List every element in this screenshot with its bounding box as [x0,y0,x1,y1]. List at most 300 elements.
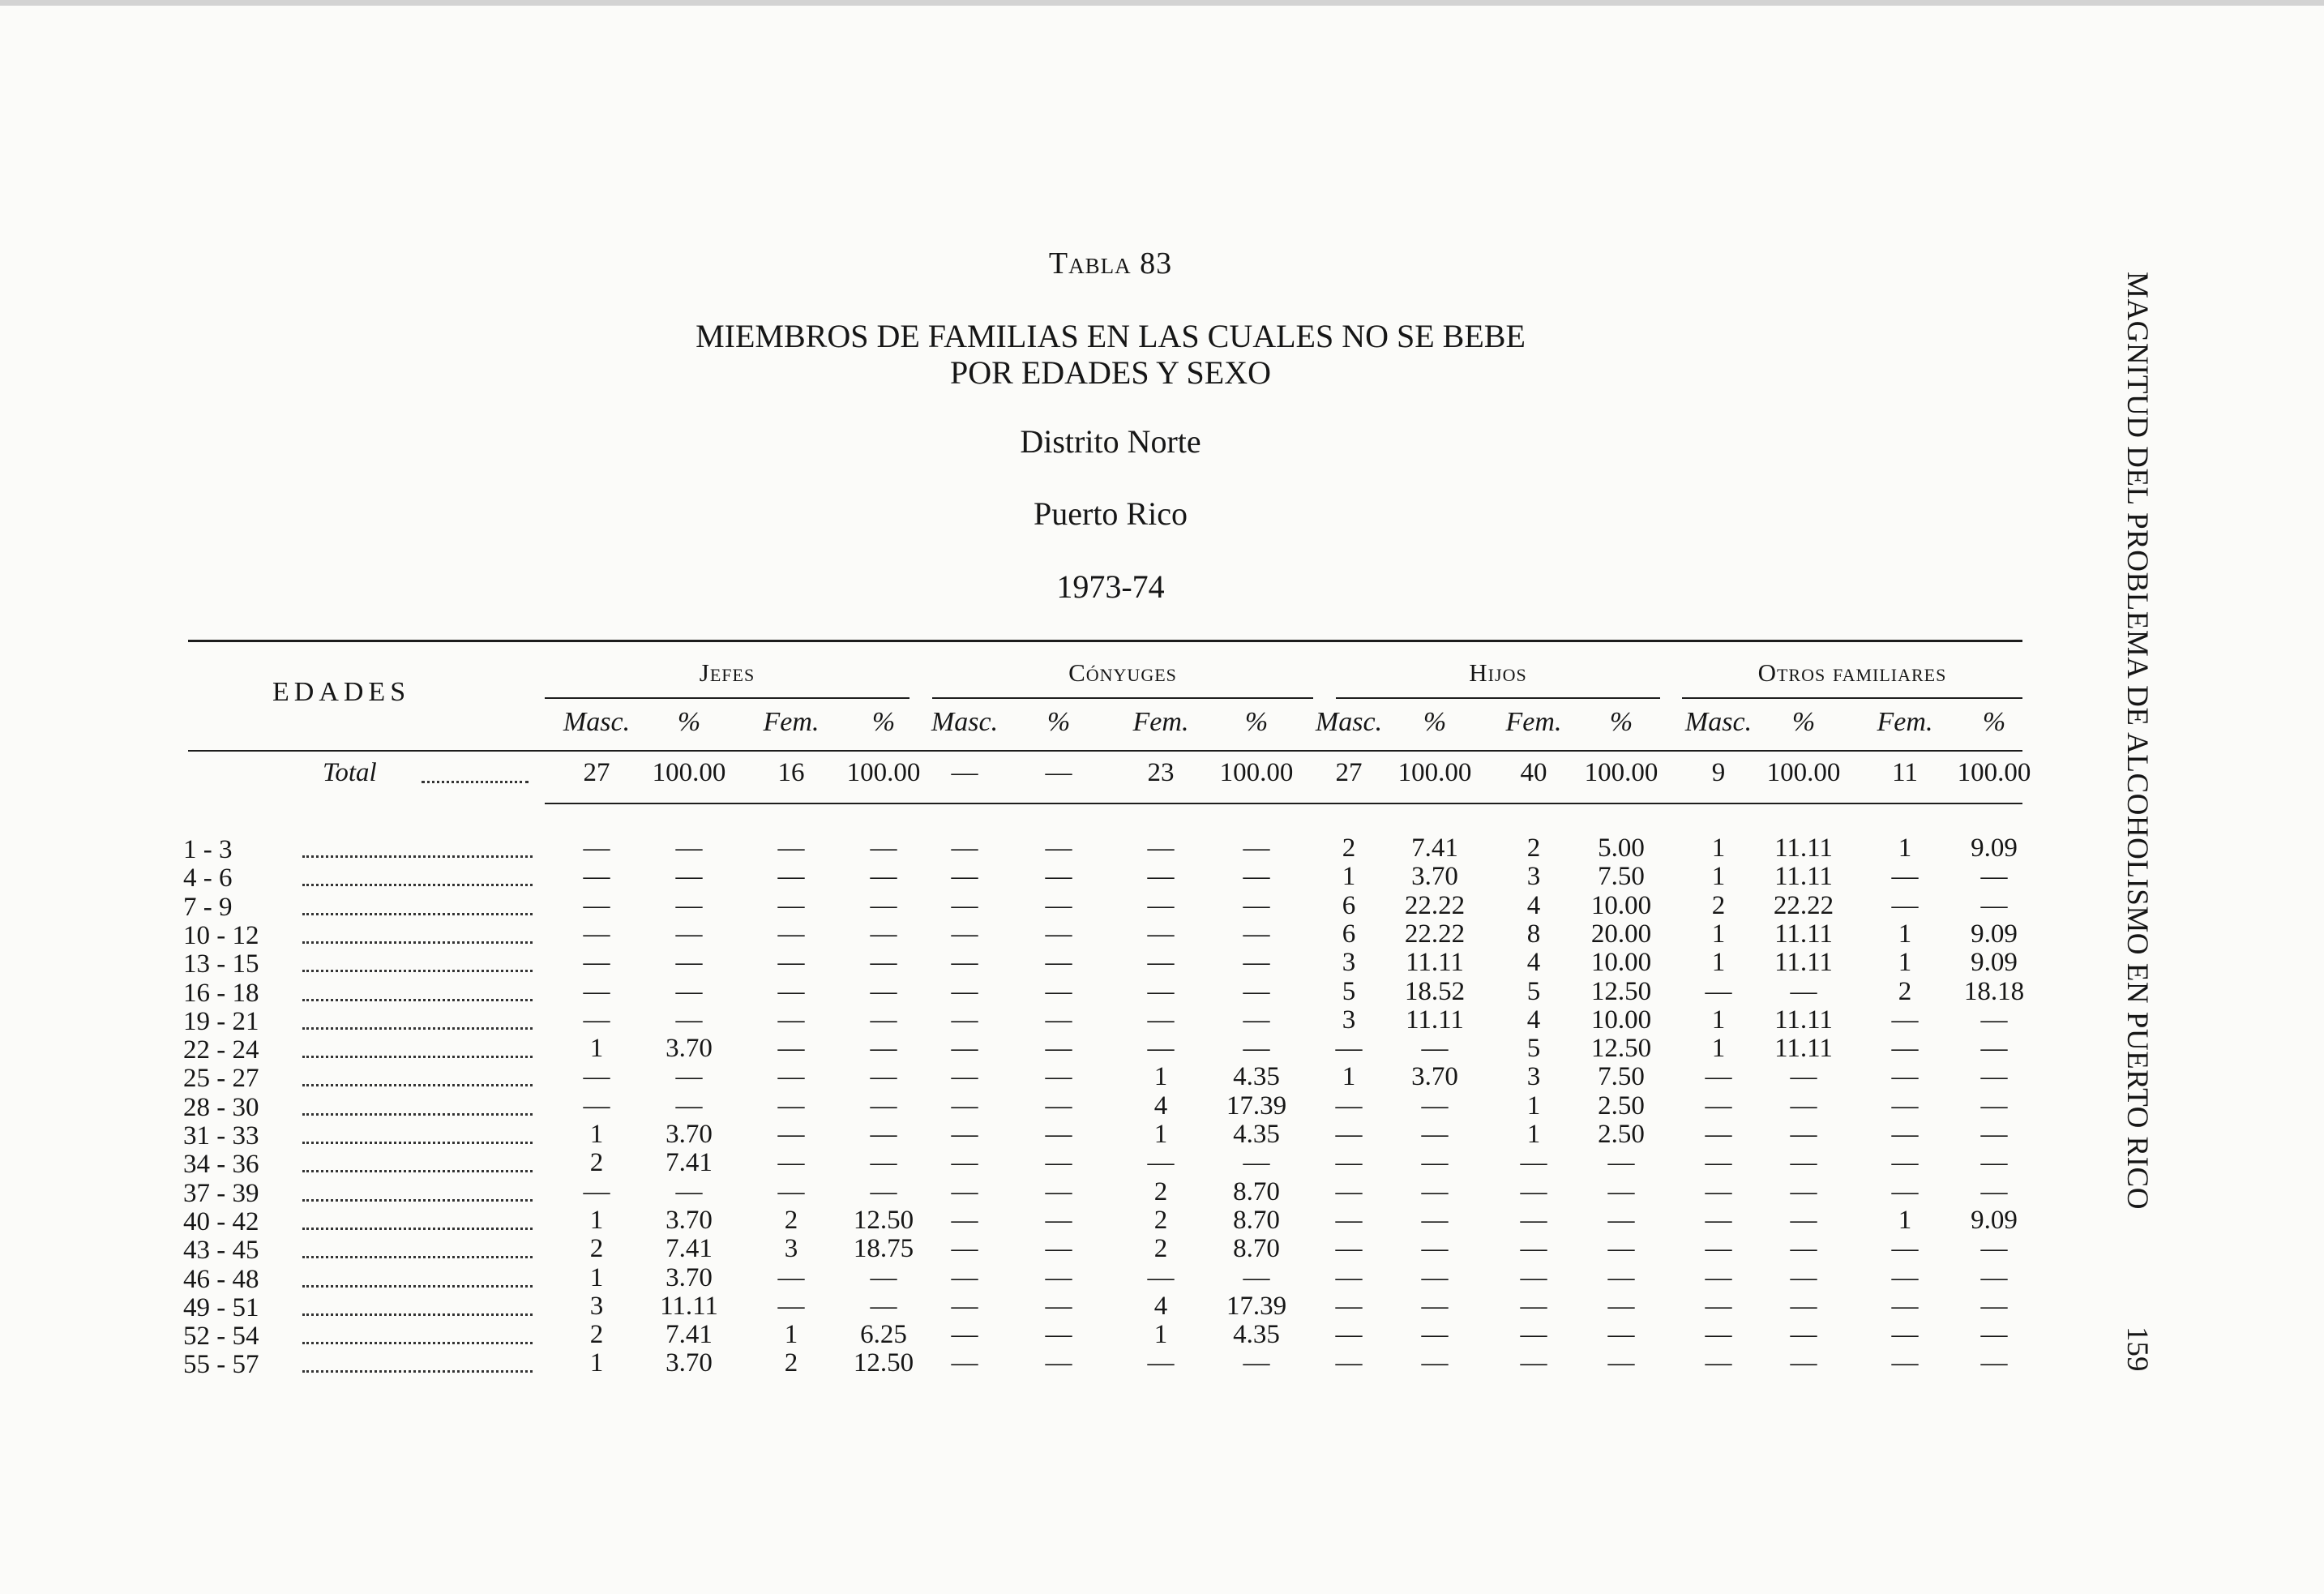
table-cell: — [1980,1234,2008,1263]
page-top-edge [0,0,2324,6]
subheader-15: % [1982,707,2006,737]
table-cell: — [1790,1120,1817,1149]
table-cell: — [1243,1148,1270,1177]
table-cell: 3 [784,1234,798,1263]
table-cell: — [1045,1234,1072,1263]
table-cell: — [675,1062,703,1091]
table-cell: — [870,948,897,977]
total-cell: 100.00 [846,758,921,787]
group-header-otros: Otros familiares [1757,658,1947,687]
total-cell: 27 [583,758,610,787]
edades-column-header: EDADES [272,677,411,707]
table-cell: 10.00 [1590,891,1652,920]
table-cell: 2 [784,1348,798,1378]
table-cell: — [1705,1234,1732,1263]
age-range-label: 28 - 30 [183,1093,259,1122]
table-cell: — [951,1062,978,1091]
table-cell: — [1045,862,1072,891]
table-cell: — [583,862,610,891]
table-cell: — [1243,862,1270,891]
table-cell: — [583,1062,610,1091]
table-cell: 11.11 [1774,948,1833,977]
table-cell: 2 [1342,833,1356,863]
table-cell: — [870,1177,897,1206]
leader-dots [302,1313,533,1316]
table-cell: — [583,1005,610,1035]
table-cell: 1 [1711,948,1726,977]
table-cell: 1 [1526,1120,1541,1149]
table-cell: — [777,919,805,949]
leader-dots [302,1370,533,1373]
table-cell: 17.39 [1226,1292,1287,1321]
table-cell: 4 [1153,1091,1168,1121]
table-cell: — [675,1005,703,1035]
table-cell: 11.11 [1774,862,1833,891]
table-cell: — [1891,1005,1919,1035]
table-cell: — [870,1091,897,1121]
leader-dots [302,1199,533,1202]
table-cell: — [870,977,897,1006]
table-cell: 12.50 [1590,1034,1652,1063]
table-cell: 1 [1898,833,1912,863]
table-top-rule [188,640,2022,642]
leader-dots [302,1113,533,1116]
table-cell: — [583,948,610,977]
table-cell: — [1335,1034,1363,1063]
table-cell: — [777,1263,805,1292]
table-cell: — [1335,1177,1363,1206]
table-cell: 2 [1526,833,1541,863]
subheader-13: % [1791,707,1816,737]
table-cell: 1 [589,1120,604,1149]
table-cell: — [1790,1148,1817,1177]
table-cell: 20.00 [1590,919,1652,949]
table-cell: — [1045,919,1072,949]
group-header-hijos: Hijos [1469,658,1527,687]
table-cell: 6 [1342,919,1356,949]
table-cell: 1 [1342,1062,1356,1091]
table-cell: — [777,862,805,891]
table-cell: — [583,977,610,1006]
subheader-6: Fem. [1132,707,1189,737]
table-cell: 1 [589,1206,604,1235]
table-cell: — [1335,1206,1363,1235]
leader-dots [302,1228,533,1230]
table-cell: — [1335,1234,1363,1263]
table-cell: — [583,1177,610,1206]
table-cell: — [583,1091,610,1121]
table-cell: — [1045,891,1072,920]
table-cell: 4 [1526,891,1541,920]
table-cell: 2 [1711,891,1726,920]
table-cell: — [1421,1320,1449,1349]
table-cell: — [1335,1263,1363,1292]
table-cell: — [1891,1348,1919,1378]
table-cell: 1 [1898,919,1912,949]
table-cell: — [951,862,978,891]
subheader-9: % [1423,707,1447,737]
table-cell: — [1147,948,1175,977]
table-cell: 3 [1526,862,1541,891]
table-cell: 17.39 [1226,1091,1287,1121]
table-cell: — [1790,1320,1817,1349]
table-cell: 3.70 [666,1206,713,1235]
table-cell: — [1891,1263,1919,1292]
table-cell: 10.00 [1590,1005,1652,1035]
table-cell: — [1520,1263,1547,1292]
table-cell: 1 [784,1320,798,1349]
leader-dots [302,855,533,858]
table-cell: 11.11 [1774,919,1833,949]
table-cell: — [675,919,703,949]
table-cell: — [1520,1292,1547,1321]
table-cell: — [1891,862,1919,891]
age-range-label: 16 - 18 [183,979,259,1008]
table-cell: 7.41 [666,1320,713,1349]
table-cell: — [1607,1148,1635,1177]
table-cell: — [1147,1034,1175,1063]
subheader-3: % [871,707,896,737]
table-cell: — [1705,1320,1732,1349]
table-cell: 2 [589,1320,604,1349]
age-range-label: 34 - 36 [183,1150,259,1179]
table-cell: — [675,891,703,920]
leader-dots [302,1170,533,1172]
table-cell: 2 [1153,1177,1168,1206]
table-cell: 8.70 [1233,1177,1280,1206]
table-cell: — [1891,1062,1919,1091]
table-cell: — [951,1120,978,1149]
table-cell: — [1607,1177,1635,1206]
total-bottom-rule [545,803,2022,804]
table-cell: — [1243,977,1270,1006]
age-range-label: 13 - 15 [183,949,259,979]
table-cell: — [1891,1177,1919,1206]
table-cell: — [1891,1292,1919,1321]
total-cell: 40 [1520,758,1547,787]
table-cell: 1 [1153,1320,1168,1349]
table-cell: — [1790,1206,1817,1235]
table-cell: — [1421,1034,1449,1063]
table-cell: — [1045,977,1072,1006]
subheader-11: % [1609,707,1633,737]
table-cell: 3 [589,1292,604,1321]
table-cell: — [1705,1206,1732,1235]
table-cell: 2 [1153,1206,1168,1235]
table-cell: — [1705,977,1732,1006]
table-cell: 2 [589,1148,604,1177]
table-cell: — [870,862,897,891]
table-cell: 1 [1711,862,1726,891]
table-cell: — [870,1292,897,1321]
table-cell: — [1705,1348,1732,1378]
subheader-10: Fem. [1505,707,1562,737]
table-cell: 11.11 [660,1292,718,1321]
age-range-label: 40 - 42 [183,1207,259,1236]
table-cell: — [1980,891,2008,920]
table-cell: — [777,891,805,920]
subheader-2: Fem. [763,707,820,737]
table-cell: 11.11 [1406,1005,1464,1035]
table-cell: — [777,1120,805,1149]
table-cell: 3 [1342,948,1356,977]
table-cell: 12.50 [1590,977,1652,1006]
table-cell: — [1421,1091,1449,1121]
age-range-label: 25 - 27 [183,1064,259,1093]
table-cell: 1 [589,1348,604,1378]
table-cell: — [951,1348,978,1378]
table-cell: — [1045,948,1072,977]
table-cell: 2 [1153,1234,1168,1263]
age-range-label: 37 - 39 [183,1179,259,1208]
table-cell: 18.75 [853,1234,914,1263]
table-cell: 9.09 [1971,948,2018,977]
table-cell: — [1243,833,1270,863]
table-cell: 3 [1342,1005,1356,1035]
table-cell: 7.41 [666,1234,713,1263]
table-cell: — [1421,1177,1449,1206]
table-cell: — [1891,891,1919,920]
table-cell: 11.11 [1406,948,1464,977]
district-label: Distrito Norte [1020,423,1201,460]
table-cell: — [1421,1263,1449,1292]
group-header-jefes: Jefes [699,658,755,687]
table-cell: 2 [589,1234,604,1263]
table-cell: — [777,977,805,1006]
leader-dots [302,913,533,915]
subheader-12: Masc. [1684,707,1753,737]
table-cell: — [1421,1206,1449,1235]
table-cell: — [675,862,703,891]
table-cell: 10.00 [1590,948,1652,977]
leader-dots [302,1256,533,1258]
table-cell: 18.52 [1404,977,1466,1006]
total-cell: 23 [1147,758,1175,787]
table-cell: — [1147,833,1175,863]
table-cell: 1 [1342,862,1356,891]
total-leader-dots [422,781,529,783]
table-cell: 1 [1153,1120,1168,1149]
leader-dots [302,1056,533,1058]
table-cell: — [1705,1091,1732,1121]
table-cell: — [870,919,897,949]
table-cell: — [1335,1148,1363,1177]
table-cell: 1 [1711,919,1726,949]
table-cell: — [777,1292,805,1321]
table-cell: — [1891,1148,1919,1177]
table-cell: — [1045,833,1072,863]
table-cell: — [1980,1005,2008,1035]
leader-dots [302,884,533,886]
table-cell: — [1147,977,1175,1006]
subheader-5: % [1046,707,1071,737]
table-cell: — [1891,1234,1919,1263]
leader-dots [302,1027,533,1030]
table-cell: — [1980,1034,2008,1063]
table-cell: — [1335,1292,1363,1321]
table-cell: 9.09 [1971,919,2018,949]
table-cell: 7.50 [1598,862,1645,891]
table-cell: — [777,833,805,863]
subheader-14: Fem. [1877,707,1933,737]
page-number: 159 [2121,1326,2154,1372]
table-cell: — [1045,1034,1072,1063]
table-cell: — [1045,1177,1072,1206]
age-range-label: 22 - 24 [183,1035,259,1065]
table-cell: 18.18 [1963,977,2025,1006]
table-cell: 4 [1526,948,1541,977]
table-cell: — [1980,1177,2008,1206]
leader-dots [302,1084,533,1086]
total-cell: 16 [777,758,805,787]
table-cell: — [870,1005,897,1035]
table-cell: — [1147,862,1175,891]
table-cell: 1 [1898,1206,1912,1235]
table-cell: — [1243,948,1270,977]
table-cell: — [1980,1091,2008,1121]
age-range-label: 31 - 33 [183,1121,259,1151]
table-cell: — [1790,1348,1817,1378]
table-cell: — [583,833,610,863]
leader-dots [302,970,533,972]
table-cell: 11.11 [1774,1005,1833,1035]
table-cell: 4.35 [1233,1320,1280,1349]
total-cell: 100.00 [652,758,726,787]
age-range-label: 46 - 48 [183,1265,259,1294]
table-cell: — [1891,1320,1919,1349]
table-cell: — [870,1263,897,1292]
group-header-conyuges: Cónyuges [1068,658,1177,687]
table-cell: — [1045,1292,1072,1321]
table-cell: — [1607,1206,1635,1235]
age-range-label: 7 - 9 [183,893,233,922]
table-cell: 7.41 [1411,833,1458,863]
table-cell: 3 [1526,1062,1541,1091]
total-cell: — [951,758,978,787]
table-cell: 22.22 [1404,919,1466,949]
table-cell: — [777,1091,805,1121]
table-cell: — [777,1005,805,1035]
table-cell: — [675,833,703,863]
table-cell: 4 [1526,1005,1541,1035]
table-cell: — [951,977,978,1006]
table-cell: 8.70 [1233,1234,1280,1263]
table-cell: — [1335,1320,1363,1349]
table-cell: 2 [784,1206,798,1235]
table-cell: 4.35 [1233,1062,1280,1091]
table-subtitle: POR EDADES Y SEXO [950,354,1271,391]
table-cell: — [1045,1348,1072,1378]
table-cell: — [1147,1348,1175,1378]
table-cell: 1 [1153,1062,1168,1091]
total-cell: 9 [1711,758,1726,787]
table-cell: 1 [1711,833,1726,863]
total-label: Total [323,758,377,787]
table-cell: 3.70 [1411,862,1458,891]
table-cell: — [777,1148,805,1177]
table-cell: — [1980,1062,2008,1091]
subheader-7: % [1244,707,1269,737]
leader-dots [302,999,533,1001]
table-cell: 3.70 [666,1034,713,1063]
table-cell: — [1045,1320,1072,1349]
leader-dots [302,941,533,944]
table-cell: — [1045,1263,1072,1292]
country-label: Puerto Rico [1034,495,1188,532]
table-cell: 9.09 [1971,833,2018,863]
table-cell: — [1045,1120,1072,1149]
table-cell: — [1243,1348,1270,1378]
table-cell: — [1980,862,2008,891]
table-cell: — [1790,1234,1817,1263]
table-cell: — [777,1062,805,1091]
table-cell: 6 [1342,891,1356,920]
table-cell: 9.09 [1971,1206,2018,1235]
table-cell: — [951,1292,978,1321]
total-cell: 11 [1892,758,1918,787]
age-range-label: 43 - 45 [183,1236,259,1265]
table-cell: 1 [589,1263,604,1292]
table-cell: — [1705,1120,1732,1149]
table-cell: 3.70 [666,1120,713,1149]
table-cell: — [870,1062,897,1091]
table-cell: — [1520,1234,1547,1263]
table-cell: — [1520,1320,1547,1349]
table-cell: — [1335,1348,1363,1378]
age-range-label: 4 - 6 [183,863,233,893]
table-cell: — [951,1005,978,1035]
table-cell: — [1421,1148,1449,1177]
table-cell: — [1147,1005,1175,1035]
table-cell: 8.70 [1233,1206,1280,1235]
header-bottom-rule [188,750,2022,752]
table-cell: — [951,948,978,977]
table-cell: — [1243,891,1270,920]
age-range-label: 49 - 51 [183,1293,259,1322]
table-cell: — [1045,1091,1072,1121]
table-cell: — [675,1177,703,1206]
table-cell: — [1980,1292,2008,1321]
table-cell: 1 [1711,1005,1726,1035]
table-cell: 1 [1711,1034,1726,1063]
table-cell: — [583,919,610,949]
table-cell: — [1980,1148,2008,1177]
table-cell: 7.50 [1598,1062,1645,1091]
year-label: 1973-74 [1056,568,1165,605]
table-cell: — [951,833,978,863]
table-cell: — [951,1177,978,1206]
table-cell: 6.25 [860,1320,907,1349]
table-cell: — [1421,1234,1449,1263]
table-cell: — [1421,1120,1449,1149]
group-underline-conyuges [932,697,1313,699]
table-cell: 4.35 [1233,1120,1280,1149]
table-cell: 5 [1526,977,1541,1006]
table-cell: — [870,891,897,920]
table-cell: — [777,1034,805,1063]
table-cell: 5.00 [1598,833,1645,863]
table-cell: — [1147,891,1175,920]
table-cell: 3.70 [666,1348,713,1378]
table-cell: — [1335,1091,1363,1121]
table-cell: — [1705,1292,1732,1321]
table-cell: — [1520,1206,1547,1235]
table-cell: 2.50 [1598,1091,1645,1121]
group-underline-hijos [1336,697,1660,699]
table-cell: — [951,1206,978,1235]
table-cell: — [1790,1292,1817,1321]
table-cell: — [1891,1091,1919,1121]
